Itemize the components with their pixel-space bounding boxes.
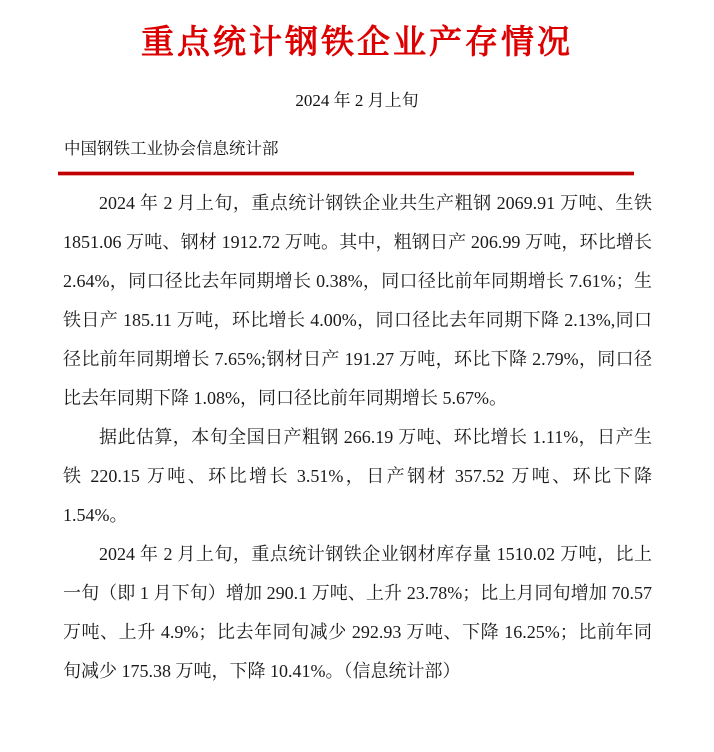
document-title: 重点统计钢铁企业产存情况 [141, 25, 573, 61]
paragraph-national-estimate: 据此估算，本旬全国日产粗钢 266.19 万吨、环比增长 1.11%，日产生铁 220.15 万吨、环比增长 3.51%，日产钢材 357.52 万吨、环比下降 1.54%。 [63, 426, 652, 525]
paragraph-inventory: 2024 年 2 月上旬，重点统计钢铁企业钢材库存量 1510.02 万吨，比上一旬（即 1 月下旬）增加 290.1 万吨、上升 23.78%；比上月同旬增加 70.57 万吨、上升 4.9%；比去年同旬减少 292.93 万吨、下降 16.25%；比前年同旬减少 175.38 万吨，下降 10.41%。（信息统计部） [63, 543, 652, 681]
paragraph-production: 2024 年 2 月上旬，重点统计钢铁企业共生产粗钢 2069.91 万吨、生铁 1851.06 万吨、钢材 1912.72 万吨。其中，粗钢日产 206.99 万吨，环比增长 2.64%，同口径比去年同期增长 0.38%，同口径比前年同期增长 7.61%；生铁日产 185.11 万吨，环比增长 4.00%，同口径比去年同期下降 2.13%,同口径比前年同期增长 7.65%;钢材日产 191.27 万吨，环比下降 2.79%，同口径比去年同期下降 1.08%，同口径比前年同期增长 5.67%。 [63, 192, 652, 408]
document-body [63, 184, 652, 691]
header-divider-rule [58, 172, 634, 175]
document-subtitle: 2024 年 2 月上旬 [295, 90, 419, 110]
document-author: 中国钢铁工业协会信息统计部 [64, 138, 279, 158]
